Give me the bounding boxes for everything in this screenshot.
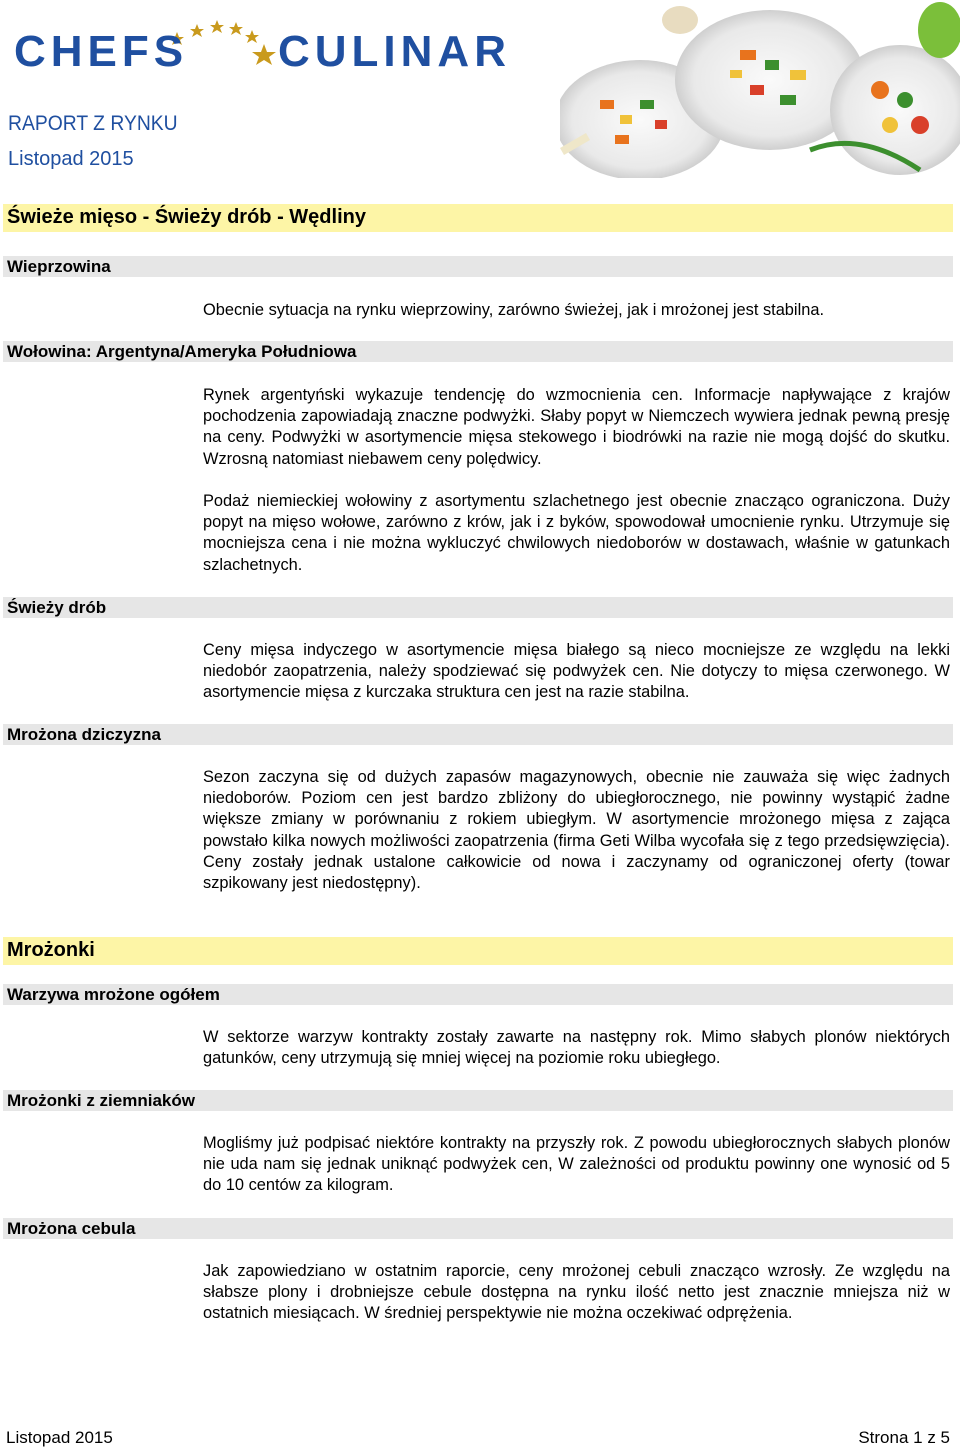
poultry-text: Ceny mięsa indyczego w asortymencie mięsa białego są nieco mocniejsze ze względu na lekki niedobór zaopatrzenia, należy spodziewać się podwyżek cen. Nie dotyczy to mięsa czerwonego. W asortymencie mięsa z kurczaka struktura cen jest na razie stabilna. [203, 641, 950, 702]
subsection-title: Mrożona dziczyzna [7, 725, 161, 744]
potatoes-text: Mogliśmy już podpisać niektóre kontrakty na przyszły rok. Z powodu ubiegłorocznych słabych plonów nie uda nam się jednak uniknąć podwyżek cen, W zależności od produktu powinny one wynosić od 5 do 10 centów za kilogram. [203, 1134, 950, 1195]
section-header-meat [3, 204, 953, 232]
game-text: Sezon zaczyna się od dużych zapasów magazynowych, obecnie nie zauważa się więc żadnych niedoborów. Poziom cen jest bardzo zbliżony do ubiegłorocznego, nie powinny wystąpić żadne większe zmiany w porównaniu z rokiem ubiegłym. W asortymencie mrożonego mięsa z zająca powstało kilka nowych możliwości zaopatrzenia (firma Geti Wilba wycofała się z tego przedsięwzięcia). Ceny zostały jednak ustalone całkowicie od nowa i zaczynamy od ograniczonej oferty (towar szpikowany jest niedostępny). [203, 768, 950, 893]
section-header-frozen [3, 937, 953, 965]
subsection-title: Wieprzowina [7, 257, 111, 276]
subsection-header-potatoes [3, 1090, 953, 1111]
footer-date: Listopad 2015 [6, 1428, 113, 1447]
chefs-culinar-logo [14, 10, 554, 80]
subsection-header-pork [3, 256, 953, 277]
section-title: Świeże mięso - Świeży drób - Wędliny [7, 206, 366, 228]
subsection-title: Wołowina: Argentyna/Ameryka Południowa [7, 342, 357, 361]
brand-left: CHEFS [14, 27, 189, 76]
subsection-header-poultry [3, 597, 953, 618]
footer-page-number: Strona 1 z 5 [858, 1428, 950, 1447]
subsection-title: Mrożona cebula [7, 1219, 136, 1238]
subsection-title: Świeży drób [7, 598, 107, 617]
pork-text: Obecnie sytuacja na rynku wieprzowiny, zarówno świeżej, jak i mrożonej jest stabilna. [203, 301, 824, 319]
beef-text-2: Podaż niemieckiej wołowiny z asortymentu szlachetnego jest obecnie znacząco ograniczona. Duży popyt na mięso wołowe, zarówno z krów, jak i z byków, spowodował umocnienie rynku. Utrzymuje się mocniejsza cena i nie można wykluczyć chwilowych niedoborów w dostawach, właśnie w gatunkach szlachetnych. [203, 492, 950, 574]
brand-right: CULINAR [278, 27, 511, 76]
vegetables-text: W sektorze warzyw kontrakty zostały zawarte na następny rok. Mimo słabych plonów niektórych gatunków, ceny utrzymują się mniej więcej na poziomie roku ubiegłego. [203, 1028, 950, 1068]
onion-text: Jak zapowiedziano w ostatnim raporcie, ceny mrożonej cebuli znacząco wzrosły. Ze względu na słabsze plony i drobniejsze cebule dostępna na rynku ilość netto jest znacznie mniejsza niż w ostatnich miesiącach. W średniej perspektywie nie można oczekiwać odprężenia. [203, 1262, 950, 1323]
subsection-header-game [3, 724, 953, 745]
report-label: RAPORT Z RYNKU [8, 112, 178, 135]
subsection-title: Mrożonki z ziemniaków [7, 1091, 195, 1110]
beef-text-1: Rynek argentyński wykazuje tendencję do wzmocnienia cen. Informacje napływające z krajów pochodzenia zapowiadają znaczne podwyżki. Słaby popyt w Niemczech wywiera jednak pewną presję na ceny. Podwyżki w asortymencie mięsa stekowego i biodrówki na razie nie mogą dojść do skutku. Wzrosną natomiast niebawem ceny polędwicy. [203, 386, 950, 468]
subsection-header-vegetables [3, 984, 953, 1005]
subsection-title: Warzywa mrożone ogółem [7, 985, 220, 1004]
section-title: Mrożonki [7, 939, 95, 961]
subsection-header-onion [3, 1218, 953, 1239]
subsection-header-beef [3, 341, 953, 362]
vegetable-plates-image [560, 0, 960, 178]
report-date: Listopad 2015 [8, 148, 134, 170]
